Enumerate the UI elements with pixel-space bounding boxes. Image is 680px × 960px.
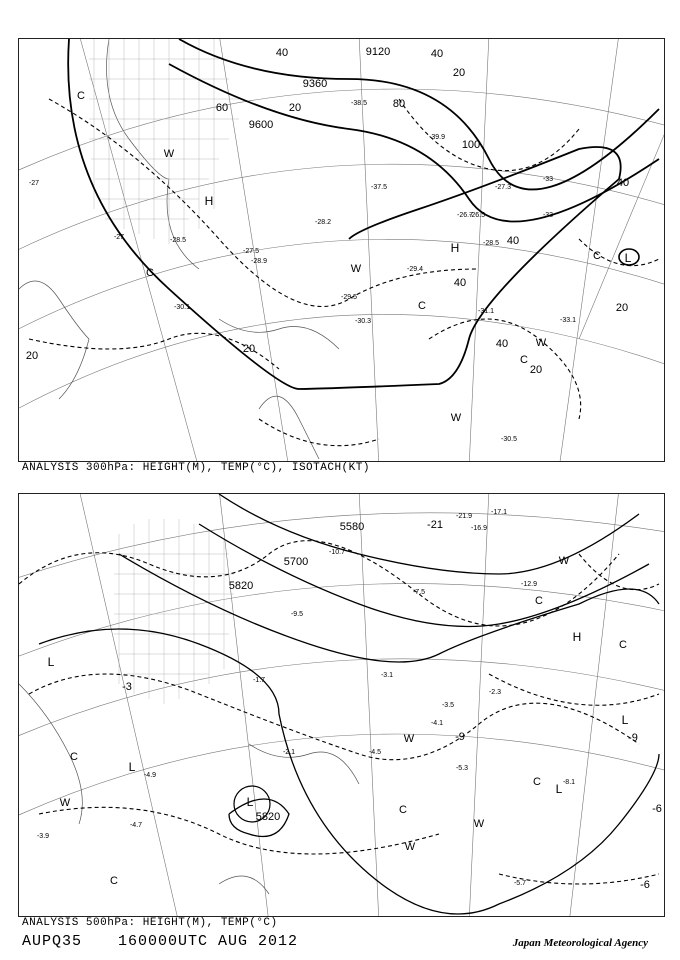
temp-value: -29.5 xyxy=(341,294,357,301)
isotherm-label: -6 xyxy=(640,879,650,891)
temp-center: C xyxy=(533,776,541,788)
isotach-label: 60 xyxy=(215,102,229,114)
temp-value: -37.5 xyxy=(371,184,387,191)
low-pressure-center: L xyxy=(624,251,632,265)
map-500hpa xyxy=(19,494,664,916)
temp-value: -27 xyxy=(28,180,40,187)
high-pressure-center: H xyxy=(572,630,582,644)
height-label: 9120 xyxy=(365,46,391,58)
temp-value: -33 xyxy=(542,212,554,219)
height-label: 5700 xyxy=(283,556,309,568)
temp-value: -3.9 xyxy=(36,833,50,840)
graticule xyxy=(19,39,664,461)
temp-value: -39.9 xyxy=(429,134,445,141)
temp-center: C xyxy=(520,354,528,366)
temp-value: -27.5 xyxy=(243,248,259,255)
temp-value: -33 xyxy=(542,176,554,183)
temp-center: W xyxy=(59,797,71,809)
height-label: 5820 xyxy=(228,580,254,592)
high-pressure-center: H xyxy=(450,241,460,255)
isotachs xyxy=(29,99,659,446)
temp-center: W xyxy=(450,412,462,424)
isotach-label: 100 xyxy=(461,139,481,151)
temp-value: -28.2 xyxy=(315,219,331,226)
temp-value: -30.1 xyxy=(174,304,190,311)
isotach-label: 20 xyxy=(25,350,39,362)
hatched-region xyxy=(89,39,239,244)
low-pressure-center: L xyxy=(246,795,254,809)
temp-center: W xyxy=(535,337,547,349)
height-label: 5580 xyxy=(339,521,365,533)
low-pressure-center: L xyxy=(621,713,629,727)
temp-center: W xyxy=(403,733,415,745)
temp-center: C xyxy=(418,300,426,312)
temp-value: -26.7 xyxy=(457,212,473,219)
high-pressure-center: H xyxy=(204,194,214,208)
temp-value: -4.5 xyxy=(368,749,382,756)
caption-300hpa: ANALYSIS 300hPa: HEIGHT(M), TEMP(°C), ISOTACH(KT) xyxy=(22,462,370,474)
temp-center: W xyxy=(558,555,570,567)
temp-value: -5.3 xyxy=(455,765,469,772)
isotach-label: 80 xyxy=(392,98,406,110)
temp-value: -21.9 xyxy=(456,513,472,520)
valid-time: 160000UTC AUG 2012 xyxy=(118,933,299,950)
isotherm-label: -6 xyxy=(652,803,662,815)
agency-credit: Japan Meteorological Agency xyxy=(512,937,648,949)
temp-value: -7.5 xyxy=(412,589,426,596)
temp-center: W xyxy=(350,263,362,275)
isotherm-label: -21 xyxy=(427,519,443,531)
temp-value: -9.5 xyxy=(290,611,304,618)
temp-value: -38.5 xyxy=(351,100,367,107)
temp-value: -3.1 xyxy=(380,672,394,679)
product-code: AUPQ35 xyxy=(22,933,83,950)
temp-value: -31.1 xyxy=(478,308,494,315)
map-300hpa xyxy=(19,39,664,461)
isotherm-label: -3 xyxy=(122,681,132,693)
isotach-label: 20 xyxy=(529,364,543,376)
height-label: 5820 xyxy=(255,811,281,823)
isotach-label: 40 xyxy=(506,235,520,247)
temp-value: -3.5 xyxy=(441,702,455,709)
isotherm-label: -9 xyxy=(455,731,465,743)
product-footer xyxy=(22,933,298,950)
temp-value: -8.1 xyxy=(562,779,576,786)
isotach-label: 40 xyxy=(453,277,467,289)
temp-value: -30.3 xyxy=(355,318,371,325)
caption-500hpa: ANALYSIS 500hPa: HEIGHT(M), TEMP(°C) xyxy=(22,917,278,929)
temp-value: -16.9 xyxy=(471,525,487,532)
temp-center: C xyxy=(70,751,78,763)
isotach-label: 20 xyxy=(242,343,256,355)
temp-values xyxy=(29,100,576,443)
temp-value: -10.7 xyxy=(329,549,345,556)
isotach-label: 40 xyxy=(275,47,289,59)
temp-value: -2.1 xyxy=(282,749,296,756)
temp-center: C xyxy=(110,875,118,887)
isotach-label: 20 xyxy=(615,302,629,314)
temp-center: C xyxy=(77,90,85,102)
low-pressure-center: L xyxy=(555,782,563,796)
temp-center: W xyxy=(404,841,416,853)
temp-value: -27.3 xyxy=(495,184,511,191)
isotach-label: 40 xyxy=(616,177,630,189)
temp-value: -27 xyxy=(113,234,125,241)
temp-value: -28.9 xyxy=(251,258,267,265)
isotherm-label: -9 xyxy=(628,732,638,744)
temp-value: -4.1 xyxy=(430,720,444,727)
height-label: 9360 xyxy=(302,78,328,90)
temp-center: C xyxy=(146,267,154,279)
temp-value: -30.5 xyxy=(501,436,517,443)
isotherms xyxy=(19,541,659,884)
temp-value: -4.7 xyxy=(129,822,143,829)
coastlines xyxy=(19,684,359,894)
temp-value: -2.3 xyxy=(488,689,502,696)
height-label: 9600 xyxy=(248,119,274,131)
temp-center: W xyxy=(473,818,485,830)
isotach-label: 20 xyxy=(288,102,302,114)
low-pressure-center: L xyxy=(128,760,136,774)
temp-value: -26.5 xyxy=(469,212,485,219)
temp-value: -29.4 xyxy=(407,266,423,273)
temp-value: -28.5 xyxy=(170,237,186,244)
temp-value: -4.9 xyxy=(143,772,157,779)
temp-value: -17.1 xyxy=(491,509,507,516)
chart-300hpa xyxy=(18,38,665,462)
temp-value: -28.5 xyxy=(483,240,499,247)
isotach-label: 40 xyxy=(495,338,509,350)
temp-value: -12.9 xyxy=(521,581,537,588)
chart-500hpa xyxy=(18,493,665,917)
temp-center: C xyxy=(535,595,543,607)
temp-value: -33.1 xyxy=(560,317,576,324)
low-pressure-center: L xyxy=(47,655,55,669)
temp-center: W xyxy=(163,148,175,160)
temp-center: C xyxy=(399,804,407,816)
temp-center: C xyxy=(619,639,627,651)
temp-value: -5.7 xyxy=(513,880,527,887)
isotach-label: 20 xyxy=(452,67,466,79)
isotach-label: 40 xyxy=(430,48,444,60)
temp-value: -1.7 xyxy=(252,677,266,684)
temp-center: C xyxy=(593,250,601,262)
